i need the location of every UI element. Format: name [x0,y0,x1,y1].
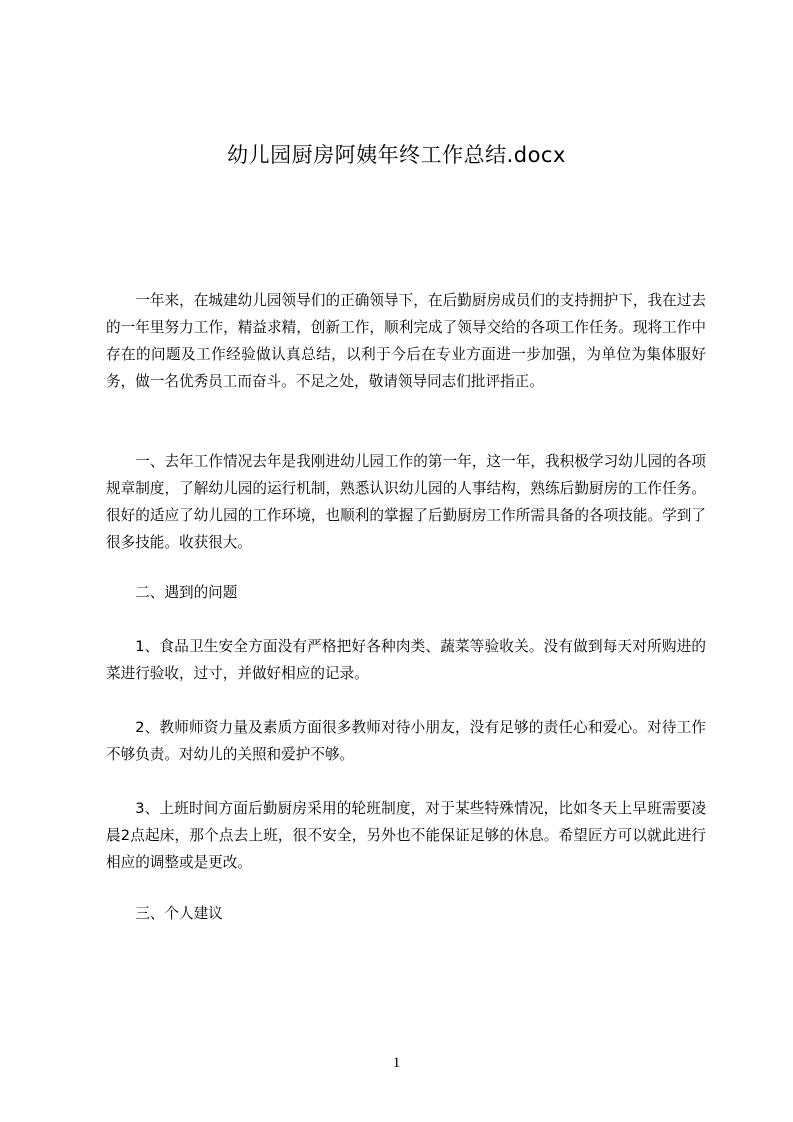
paragraph-intro: 一年来，在城建幼儿园领导们的正确领导下，在后勤厨房成员们的支持拥护下，我在过去的一年里努力工作，精益求精，创新工作，顺利完成了领导交给的各项工作任务。现将工作中存在的问题及工作经验做认真总结，以利于今后在专业方面进一步加强，为单位为集体服好务，做一名优秀员工而奋斗。不足之处，敬请领导同志们批评指正。 [106,292,706,390]
heading-suggestions: 三、个人建议 [135,905,223,922]
paragraph-last-year-work: 一、去年工作情况去年是我刚进幼儿园工作的第一年，这一年，我积极学习幼儿园的各项规章制度，了解幼儿园的运行机制，熟悉认识幼儿园的人事结构，熟练后勤厨房的工作任务。很好的适应了幼儿园的工作环境，也顺利的掌握了后勤厨房工作所需具备的各项技能。学到了很多技能。收获很大。 [106,453,706,551]
paragraph-problem-2: 2、教师师资力量及素质方面很多教师对待小朋友，没有足够的责任心和爱心。对待工作不够负责。对幼儿的关照和爱护不够。 [106,719,706,763]
document-title: 幼儿园厨房阿姨年终工作总结.docx [227,143,566,167]
page-number: 1 [392,1055,401,1071]
paragraph-problem-1: 1、食品卫生安全方面没有严格把好各种肉类、蔬菜等验收关。没有做到每天对所购进的菜进行验收，过寸，并做好相应的记录。 [106,638,706,682]
heading-problems: 二、遇到的问题 [135,584,238,601]
paragraph-problem-3: 3、上班时间方面后勤厨房采用的轮班制度，对于某些特殊情况，比如冬天上早班需要凌晨2点起床，那个点去上班，很不安全，另外也不能保证足够的休息。希望匠方可以就此进行相应的调整或是更改。 [106,800,706,871]
